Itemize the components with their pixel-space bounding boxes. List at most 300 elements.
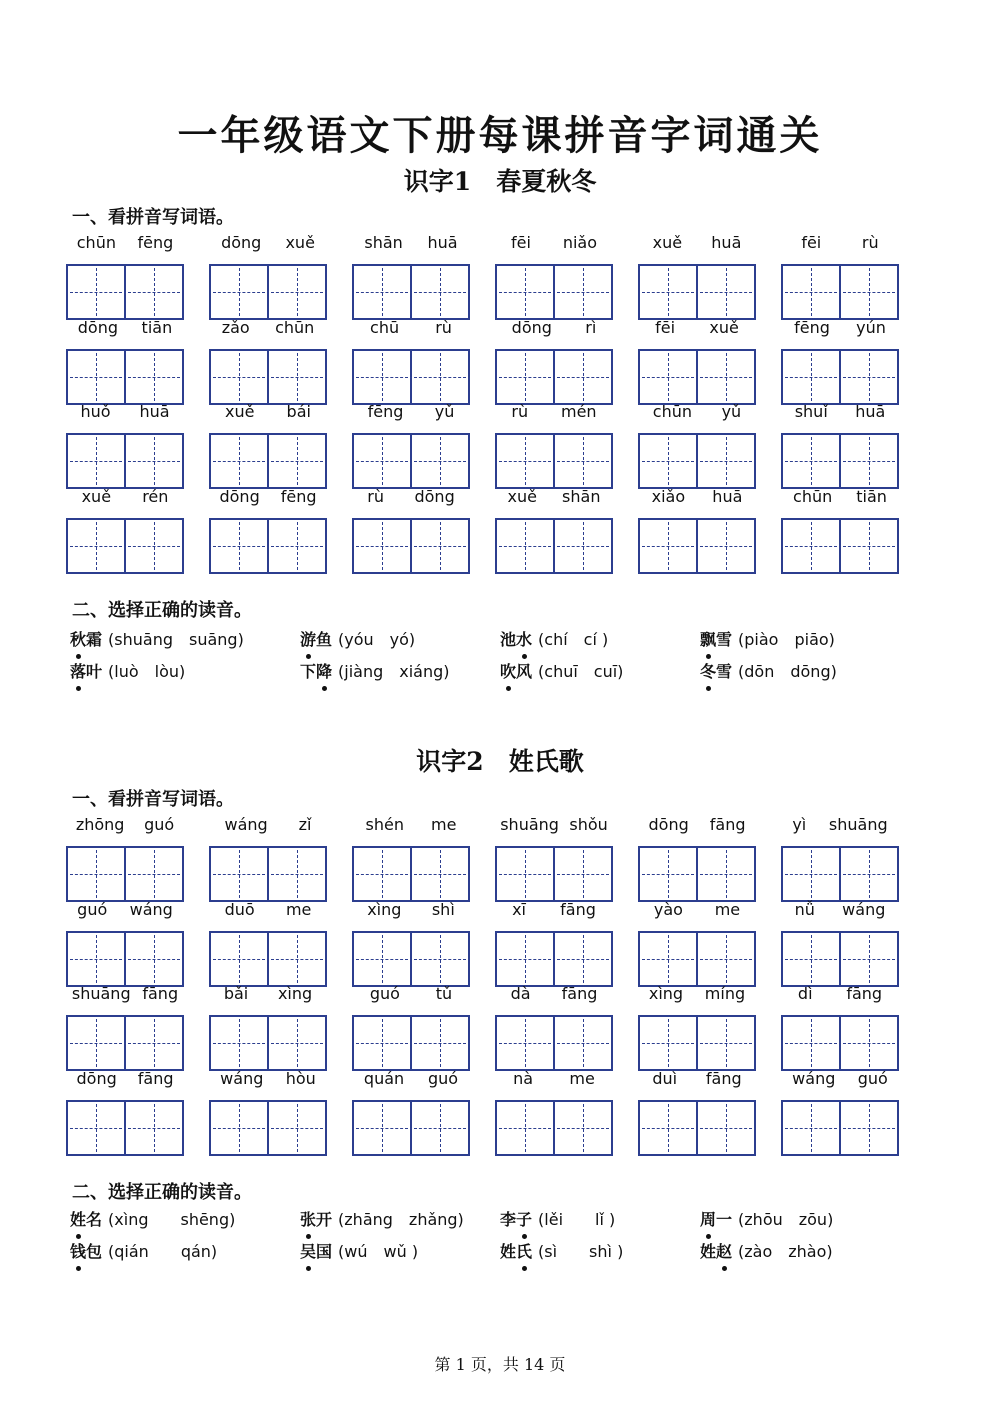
dotted-character: 游: [300, 627, 316, 650]
tianzige-cell[interactable]: [783, 848, 839, 900]
writing-box[interactable]: [66, 264, 184, 320]
tianzige-cell[interactable]: [267, 1017, 325, 1069]
tianzige-cell[interactable]: [211, 520, 267, 572]
tianzige-cell[interactable]: [696, 1017, 754, 1069]
dotted-character: 飘: [700, 627, 716, 650]
pinyin: [638, 233, 756, 255]
tianzige-cell[interactable]: [124, 520, 182, 572]
reading-options[interactable]: (xìng shēng): [108, 1210, 236, 1229]
tianzige-cell[interactable]: [354, 1017, 410, 1069]
pinyin-syllable: fēi: [655, 317, 676, 337]
writing-box[interactable]: [66, 1100, 184, 1156]
writing-box[interactable]: [209, 264, 327, 320]
writing-box[interactable]: [352, 846, 470, 902]
reading-choice: [300, 659, 450, 682]
tianzige-cell[interactable]: [68, 520, 124, 572]
reading-options[interactable]: (qián qán): [108, 1242, 218, 1261]
pinyin: [781, 815, 899, 837]
tianzige-cell[interactable]: [839, 848, 897, 900]
writing-box[interactable]: [495, 931, 613, 987]
tianzige-cell[interactable]: [267, 1102, 325, 1154]
pinyin-syllable: míng: [704, 984, 746, 1003]
reading-options[interactable]: (luò lòu): [108, 662, 186, 681]
tianzige-cell[interactable]: [553, 266, 611, 318]
tianzige-cell[interactable]: [124, 848, 182, 900]
tianzige-cell[interactable]: [783, 351, 839, 403]
dotted-character: 吹: [500, 659, 516, 682]
tianzige-cell[interactable]: [497, 520, 553, 572]
tianzige-cell[interactable]: [354, 520, 410, 572]
word-item: [638, 487, 756, 577]
reading-choice: [500, 627, 608, 650]
tianzige-cell[interactable]: [640, 435, 696, 487]
tianzige-cell[interactable]: [211, 1017, 267, 1069]
writing-box[interactable]: [495, 433, 613, 489]
writing-box[interactable]: [209, 846, 327, 902]
writing-box[interactable]: [352, 931, 470, 987]
pinyin-syllable: dōng: [76, 1068, 117, 1088]
pinyin-syllable: wáng: [792, 1068, 836, 1088]
tianzige-cell[interactable]: [497, 1017, 553, 1069]
tianzige-cell[interactable]: [410, 520, 468, 572]
reading-options[interactable]: (sì shì ): [538, 1242, 624, 1261]
choice-character: 国: [316, 1242, 333, 1261]
tianzige-cell[interactable]: [267, 933, 325, 985]
choice-word: [300, 630, 332, 649]
tianzige-cell[interactable]: [267, 351, 325, 403]
writing-box[interactable]: [781, 931, 899, 987]
tianzige-cell[interactable]: [696, 520, 754, 572]
pinyin: [66, 1069, 184, 1091]
writing-box[interactable]: [638, 846, 756, 902]
dotted-character: 水: [516, 627, 532, 650]
reading-options[interactable]: (chuī cuī): [538, 662, 624, 681]
pinyin-syllable: yì: [792, 815, 807, 834]
tianzige-cell[interactable]: [696, 933, 754, 985]
writing-box[interactable]: [66, 1015, 184, 1071]
pinyin-syllable: chūn: [652, 402, 692, 421]
writing-box[interactable]: [352, 1015, 470, 1071]
tianzige-cell[interactable]: [211, 435, 267, 487]
choice-character: 姓: [500, 1242, 517, 1261]
writing-box[interactable]: [495, 1015, 613, 1071]
choice-character: 李: [500, 1210, 517, 1229]
pinyin-syllable: tiān: [856, 486, 887, 506]
word-item: [781, 318, 899, 408]
tianzige-cell[interactable]: [410, 848, 468, 900]
writing-box[interactable]: [495, 349, 613, 405]
tianzige-cell[interactable]: [211, 848, 267, 900]
reading-options[interactable]: (zhāng zhǎng): [338, 1210, 464, 1229]
pinyin-syllable: nǚ: [794, 899, 815, 919]
choice-word: [300, 1210, 332, 1229]
word-item: [495, 900, 613, 990]
word-item: [209, 984, 327, 1074]
word-item: [352, 1069, 470, 1159]
tianzige-cell[interactable]: [354, 435, 410, 487]
word-item: [209, 815, 327, 905]
word-item: [638, 1069, 756, 1159]
pinyin: [781, 402, 899, 424]
pinyin: [209, 1069, 327, 1091]
pinyin: [352, 233, 470, 255]
tianzige-cell[interactable]: [783, 933, 839, 985]
word-item: [352, 487, 470, 577]
choice-word: [700, 1242, 732, 1261]
pinyin: [638, 1069, 756, 1091]
writing-box[interactable]: [781, 349, 899, 405]
pinyin: [352, 318, 470, 340]
choice-character: 叶: [86, 662, 103, 681]
reading-choice: [300, 1239, 418, 1262]
tianzige-cell[interactable]: [354, 351, 410, 403]
pinyin-syllable: fāng: [709, 815, 746, 834]
tianzige-cell[interactable]: [354, 848, 410, 900]
pinyin-syllable: yào: [653, 899, 683, 919]
pinyin-syllable: zhōng: [75, 815, 125, 834]
pinyin: [495, 900, 613, 922]
tianzige-cell[interactable]: [410, 933, 468, 985]
pinyin-syllable: guó: [369, 984, 400, 1003]
word-item: [638, 402, 756, 492]
writing-box[interactable]: [209, 349, 327, 405]
tianzige-cell[interactable]: [267, 520, 325, 572]
reading-options[interactable]: (zào zhào): [738, 1242, 833, 1261]
choice-word: [300, 662, 332, 681]
pinyin-syllable: xìng: [648, 984, 684, 1003]
reading-choice: [70, 1207, 235, 1230]
tianzige-cell[interactable]: [410, 266, 468, 318]
pinyin-syllable: fāng: [142, 984, 179, 1003]
pinyin-syllable: guó: [427, 1068, 459, 1088]
choice-character: 开: [316, 1210, 333, 1229]
choice-word: [70, 1242, 102, 1261]
page-title: 一年级语文下册每课拼音字词通关: [177, 112, 823, 159]
tianzige-cell[interactable]: [410, 1017, 468, 1069]
word-item: [638, 900, 756, 990]
tianzige-cell[interactable]: [783, 266, 839, 318]
writing-box[interactable]: [495, 518, 613, 574]
word-item: [495, 402, 613, 492]
pinyin-syllable: fāng: [137, 1068, 174, 1088]
tianzige-cell[interactable]: [497, 351, 553, 403]
tianzige-cell[interactable]: [68, 1017, 124, 1069]
tianzige-cell[interactable]: [410, 1102, 468, 1154]
tianzige-cell[interactable]: [783, 1017, 839, 1069]
choice-character: 包: [86, 1242, 103, 1261]
dotted-character: 秋: [70, 627, 86, 650]
pinyin-syllable: rù: [511, 402, 529, 421]
tianzige-cell[interactable]: [553, 933, 611, 985]
word-item: [66, 318, 184, 408]
tianzige-cell[interactable]: [497, 848, 553, 900]
writing-box[interactable]: [209, 433, 327, 489]
word-item: [209, 1069, 327, 1159]
pinyin-syllable: xuě: [507, 486, 537, 506]
pinyin-syllable: dōng: [221, 233, 262, 252]
tianzige-cell[interactable]: [839, 1017, 897, 1069]
pinyin: [209, 487, 327, 509]
tianzige-cell[interactable]: [124, 351, 182, 403]
tianzige-cell[interactable]: [553, 435, 611, 487]
writing-box[interactable]: [66, 518, 184, 574]
writing-box[interactable]: [209, 1015, 327, 1071]
word-item: [495, 233, 613, 323]
tianzige-cell[interactable]: [696, 266, 754, 318]
choice-word: [300, 1242, 332, 1261]
choice-character: 霜: [86, 630, 103, 649]
writing-box[interactable]: [495, 264, 613, 320]
tianzige-cell[interactable]: [839, 351, 897, 403]
tianzige-cell[interactable]: [553, 520, 611, 572]
writing-box[interactable]: [638, 931, 756, 987]
pinyin-syllable: rù: [367, 486, 384, 506]
word-item: [781, 1069, 899, 1159]
tianzige-cell[interactable]: [640, 848, 696, 900]
word-item: [66, 900, 184, 990]
word-item: [781, 984, 899, 1074]
tianzige-cell[interactable]: [211, 266, 267, 318]
writing-box[interactable]: [638, 264, 756, 320]
writing-box[interactable]: [66, 433, 184, 489]
pinyin: [495, 318, 613, 340]
choice-word: [700, 1210, 732, 1229]
writing-box[interactable]: [352, 433, 470, 489]
tianzige-cell[interactable]: [640, 266, 696, 318]
tianzige-cell[interactable]: [68, 1102, 124, 1154]
writing-box[interactable]: [66, 349, 184, 405]
tianzige-cell[interactable]: [839, 435, 897, 487]
writing-box[interactable]: [495, 1100, 613, 1156]
dotted-character: 姓: [70, 1207, 86, 1230]
tianzige-cell[interactable]: [696, 1102, 754, 1154]
tianzige-cell[interactable]: [267, 848, 325, 900]
choice-character: 池: [500, 630, 517, 649]
reading-choice: [70, 627, 244, 650]
reading-options[interactable]: (yóu yó): [338, 630, 416, 649]
writing-box[interactable]: [66, 846, 184, 902]
tianzige-cell[interactable]: [640, 520, 696, 572]
choice-word: [70, 1210, 102, 1229]
word-item: [781, 402, 899, 492]
dotted-character: 周: [700, 1207, 716, 1230]
tianzige-cell[interactable]: [124, 933, 182, 985]
dotted-character: 张: [300, 1207, 316, 1230]
writing-box[interactable]: [638, 518, 756, 574]
tianzige-cell[interactable]: [124, 1102, 182, 1154]
tianzige-cell[interactable]: [839, 1102, 897, 1154]
pinyin-syllable: huā: [139, 402, 170, 421]
pinyin: [638, 900, 756, 922]
tianzige-cell[interactable]: [553, 1017, 611, 1069]
tianzige-cell[interactable]: [211, 933, 267, 985]
lesson-2-title: 识字2 姓氏歌: [416, 747, 584, 776]
pinyin-syllable: mén: [560, 402, 597, 421]
writing-box[interactable]: [781, 1100, 899, 1156]
tianzige-cell[interactable]: [354, 266, 410, 318]
tianzige-cell[interactable]: [410, 351, 468, 403]
tianzige-cell[interactable]: [354, 1102, 410, 1154]
writing-box[interactable]: [352, 349, 470, 405]
tianzige-cell[interactable]: [267, 266, 325, 318]
pinyin-syllable: chūn: [76, 233, 116, 252]
tianzige-cell[interactable]: [553, 848, 611, 900]
pinyin-syllable: hòu: [285, 1068, 316, 1088]
writing-box[interactable]: [352, 518, 470, 574]
writing-box[interactable]: [781, 433, 899, 489]
reading-options[interactable]: (dōn dōng): [738, 662, 837, 681]
tianzige-cell[interactable]: [497, 266, 553, 318]
reading-options[interactable]: (wú wǔ ): [338, 1242, 419, 1261]
writing-box[interactable]: [352, 264, 470, 320]
pinyin-syllable: dōng: [414, 486, 455, 506]
pinyin: [209, 900, 327, 922]
tianzige-cell[interactable]: [640, 351, 696, 403]
pinyin-syllable: niǎo: [562, 233, 598, 252]
pinyin-syllable: guó: [77, 899, 108, 919]
pinyin: [781, 984, 899, 1006]
tianzige-cell[interactable]: [839, 520, 897, 572]
tianzige-cell[interactable]: [68, 266, 124, 318]
pinyin-syllable: xìng: [277, 984, 313, 1003]
writing-box[interactable]: [352, 1100, 470, 1156]
tianzige-cell[interactable]: [124, 266, 182, 318]
writing-box[interactable]: [66, 931, 184, 987]
tianzige-cell[interactable]: [211, 1102, 267, 1154]
pinyin: [638, 984, 756, 1006]
writing-box[interactable]: [781, 518, 899, 574]
pinyin-syllable: wáng: [842, 899, 886, 919]
tianzige-cell[interactable]: [497, 933, 553, 985]
tianzige-cell[interactable]: [839, 933, 897, 985]
writing-box[interactable]: [209, 1100, 327, 1156]
pinyin: [352, 984, 470, 1006]
writing-box[interactable]: [638, 1100, 756, 1156]
reading-options[interactable]: (zhōu zōu): [738, 1210, 834, 1229]
pinyin-syllable: fēng: [367, 402, 404, 421]
word-item: [781, 900, 899, 990]
reading-choice: [500, 1239, 623, 1262]
pinyin: [495, 487, 613, 509]
word-item: [66, 233, 184, 323]
reading-options[interactable]: (chí cí ): [538, 630, 609, 649]
word-item: [495, 815, 613, 905]
tianzige-cell[interactable]: [839, 266, 897, 318]
tianzige-cell[interactable]: [640, 933, 696, 985]
writing-box[interactable]: [638, 1015, 756, 1071]
tianzige-cell[interactable]: [124, 435, 182, 487]
tianzige-cell[interactable]: [696, 351, 754, 403]
writing-box[interactable]: [638, 349, 756, 405]
pinyin-syllable: wáng: [224, 815, 268, 834]
tianzige-cell[interactable]: [553, 1102, 611, 1154]
reading-options[interactable]: (jiàng xiáng): [338, 662, 450, 681]
tianzige-cell[interactable]: [640, 1017, 696, 1069]
choice-character: 雪: [716, 630, 733, 649]
word-item: [638, 984, 756, 1074]
choice-word: [500, 1210, 532, 1229]
pinyin-syllable: yǔ: [721, 402, 742, 421]
word-item: [66, 815, 184, 905]
word-item: [352, 402, 470, 492]
page-footer: 第 1 页，共 14 页: [434, 1355, 566, 1374]
reading-options[interactable]: (lěi lǐ ): [538, 1210, 616, 1229]
tianzige-cell[interactable]: [267, 435, 325, 487]
tianzige-cell[interactable]: [211, 351, 267, 403]
tianzige-cell[interactable]: [497, 435, 553, 487]
reading-options[interactable]: (shuāng suāng): [108, 630, 244, 649]
dotted-character: 子: [516, 1207, 532, 1230]
choice-word: [700, 662, 732, 681]
choice-character: 名: [86, 1210, 103, 1229]
pinyin: [66, 815, 184, 837]
reading-options[interactable]: (piào piāo): [738, 630, 835, 649]
choice-character: 风: [516, 662, 533, 681]
tianzige-cell[interactable]: [354, 933, 410, 985]
pinyin: [638, 815, 756, 837]
tianzige-cell[interactable]: [783, 1102, 839, 1154]
pinyin: [638, 318, 756, 340]
writing-box[interactable]: [209, 931, 327, 987]
word-item: [209, 233, 327, 323]
word-item: [495, 487, 613, 577]
pinyin: [495, 815, 613, 837]
writing-box[interactable]: [781, 846, 899, 902]
writing-box[interactable]: [781, 264, 899, 320]
pinyin-syllable: guó: [144, 815, 175, 834]
word-item: [495, 318, 613, 408]
pinyin-syllable: fēng: [137, 233, 174, 252]
writing-box[interactable]: [781, 1015, 899, 1071]
pinyin-syllable: wáng: [220, 1068, 264, 1088]
reading-choice: [70, 1239, 217, 1262]
tianzige-cell[interactable]: [410, 435, 468, 487]
tianzige-cell[interactable]: [783, 520, 839, 572]
tianzige-cell[interactable]: [68, 435, 124, 487]
dotted-character: 落: [70, 659, 86, 682]
tianzige-cell[interactable]: [640, 1102, 696, 1154]
pinyin-syllable: shuāng: [500, 815, 559, 834]
choice-word: [70, 662, 102, 681]
tianzige-cell[interactable]: [68, 933, 124, 985]
writing-box[interactable]: [495, 846, 613, 902]
pinyin: [781, 487, 899, 509]
tianzige-cell[interactable]: [124, 1017, 182, 1069]
choice-word: [70, 630, 102, 649]
pinyin-syllable: chū: [370, 317, 400, 337]
tianzige-cell[interactable]: [68, 848, 124, 900]
tianzige-cell[interactable]: [497, 1102, 553, 1154]
pinyin-syllable: dōng: [648, 815, 689, 834]
tianzige-cell[interactable]: [696, 848, 754, 900]
word-item: [209, 487, 327, 577]
tianzige-cell[interactable]: [696, 435, 754, 487]
pinyin: [495, 1069, 613, 1091]
pinyin-syllable: chūn: [275, 317, 315, 337]
pinyin-syllable: fāng: [705, 1068, 742, 1088]
pinyin: [781, 318, 899, 340]
pinyin-syllable: rù: [861, 233, 879, 252]
pinyin: [209, 402, 327, 424]
pinyin: [352, 402, 470, 424]
tianzige-cell[interactable]: [68, 351, 124, 403]
tianzige-cell[interactable]: [553, 351, 611, 403]
choice-word: [500, 1242, 532, 1261]
writing-box[interactable]: [209, 518, 327, 574]
tianzige-cell[interactable]: [783, 435, 839, 487]
writing-box[interactable]: [638, 433, 756, 489]
dotted-character: 冬: [700, 659, 716, 682]
